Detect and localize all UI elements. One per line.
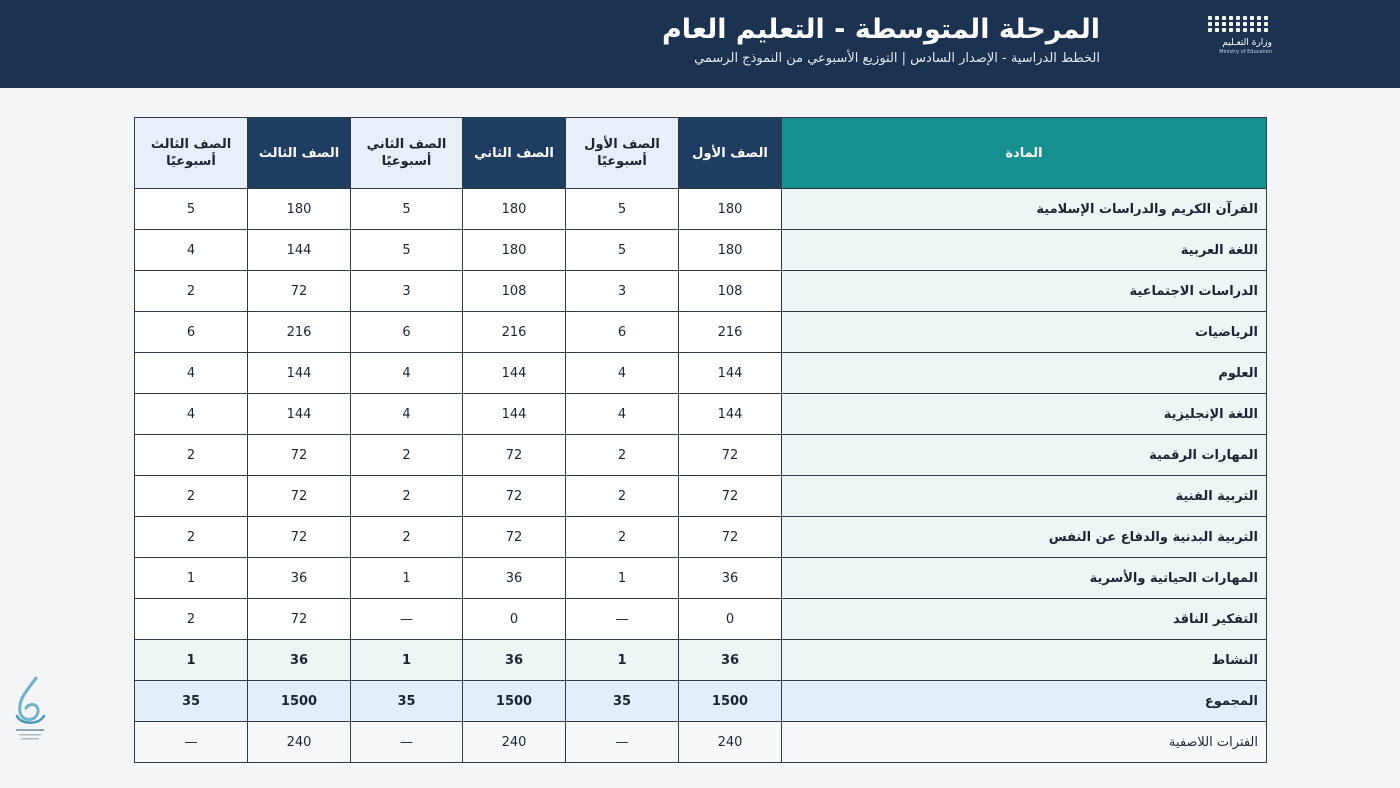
annual-hours-cell: 72 (248, 271, 351, 312)
column-header-grade1: الصف الأول (679, 118, 782, 189)
column-header-grade3-weekly: الصف الثالث أسبوعيًا (135, 118, 248, 189)
weekly-periods-cell: 2 (135, 271, 248, 312)
subject-name-cell: النشاط (782, 640, 1267, 681)
table-row (135, 722, 1267, 763)
weekly-periods-cell: 4 (566, 394, 679, 435)
weekly-periods-cell: 35 (566, 681, 679, 722)
subject-name-cell: اللغة العربية (782, 230, 1267, 271)
weekly-periods-cell: 4 (135, 394, 248, 435)
annual-hours-cell: 36 (463, 640, 566, 681)
annual-hours-cell: 144 (679, 394, 782, 435)
table-row (135, 435, 1267, 476)
weekly-periods-cell: 2 (566, 435, 679, 476)
annual-hours-cell: 36 (248, 640, 351, 681)
subject-name-cell: الرياضيات (782, 312, 1267, 353)
annual-hours-cell: 1500 (248, 681, 351, 722)
annual-hours-cell: 180 (679, 230, 782, 271)
annual-hours-cell: 72 (679, 517, 782, 558)
annual-hours-cell: 216 (463, 312, 566, 353)
weekly-periods-cell: 4 (135, 230, 248, 271)
annual-hours-cell: 72 (463, 476, 566, 517)
table-row (135, 476, 1267, 517)
weekly-periods-cell: 4 (566, 353, 679, 394)
weekly-periods-cell: 2 (135, 476, 248, 517)
weekly-periods-cell: 5 (566, 189, 679, 230)
weekly-periods-cell: 1 (566, 640, 679, 681)
weekly-periods-cell: 2 (351, 517, 463, 558)
annual-hours-cell: 144 (679, 353, 782, 394)
weekly-periods-cell: 2 (351, 435, 463, 476)
subject-name-cell: التربية البدنية والدفاع عن النفس (782, 517, 1267, 558)
annual-hours-cell: 36 (679, 558, 782, 599)
weekly-periods-cell: 6 (566, 312, 679, 353)
study-plan-table (134, 117, 1267, 763)
subject-name-cell: الفترات اللاصفية (782, 722, 1267, 763)
annual-hours-cell: 108 (679, 271, 782, 312)
moe-dots-icon (1208, 16, 1269, 32)
weekly-periods-cell: 6 (351, 312, 463, 353)
subject-name-cell: المهارات الرقمية (782, 435, 1267, 476)
weekly-periods-cell: 1 (351, 640, 463, 681)
annual-hours-cell: 216 (248, 312, 351, 353)
weekly-periods-cell: 4 (351, 353, 463, 394)
annual-hours-cell: 144 (463, 394, 566, 435)
weekly-periods-cell: — (351, 599, 463, 640)
page-subtitle: الخطط الدراسية - الإصدار السادس | التوزيع الأسبوعي من النموذج الرسمي (694, 51, 1100, 66)
annual-hours-cell: 72 (248, 599, 351, 640)
annual-hours-cell: 72 (248, 435, 351, 476)
subject-name-cell: اللغة الإنجليزية (782, 394, 1267, 435)
annual-hours-cell: 144 (248, 353, 351, 394)
weekly-periods-cell: 5 (135, 189, 248, 230)
subject-name-cell: التربية الفنية (782, 476, 1267, 517)
table-header-row (135, 118, 1267, 189)
subject-name-cell: التفكير الناقد (782, 599, 1267, 640)
annual-hours-cell: 72 (679, 476, 782, 517)
column-header-subject: المادة (782, 118, 1267, 189)
table-row (135, 558, 1267, 599)
weekly-periods-cell: — (135, 722, 248, 763)
annual-hours-cell: 144 (248, 394, 351, 435)
weekly-periods-cell: 4 (351, 394, 463, 435)
table-row (135, 230, 1267, 271)
annual-hours-cell: 108 (463, 271, 566, 312)
annual-hours-cell: 240 (248, 722, 351, 763)
annual-hours-cell: 72 (463, 517, 566, 558)
weekly-periods-cell: 35 (351, 681, 463, 722)
column-header-grade2: الصف الثاني (463, 118, 566, 189)
weekly-periods-cell: 4 (135, 353, 248, 394)
annual-hours-cell: 1500 (463, 681, 566, 722)
logo-arabic-text: وزارة التعـليم (1222, 38, 1272, 48)
annual-hours-cell: 72 (248, 476, 351, 517)
column-header-grade3: الصف الثالث (248, 118, 351, 189)
weekly-periods-cell: — (566, 599, 679, 640)
annual-hours-cell: 0 (679, 599, 782, 640)
annual-hours-cell: 180 (463, 189, 566, 230)
subject-name-cell: العلوم (782, 353, 1267, 394)
annual-hours-cell: 216 (679, 312, 782, 353)
table-row (135, 271, 1267, 312)
weekly-periods-cell: 5 (566, 230, 679, 271)
weekly-periods-cell: 2 (566, 517, 679, 558)
weekly-periods-cell: 3 (566, 271, 679, 312)
weekly-periods-cell: — (351, 722, 463, 763)
annual-hours-cell: 72 (248, 517, 351, 558)
weekly-periods-cell: 35 (135, 681, 248, 722)
weekly-periods-cell: 5 (351, 230, 463, 271)
annual-hours-cell: 72 (679, 435, 782, 476)
weekly-periods-cell: 5 (351, 189, 463, 230)
table-row (135, 353, 1267, 394)
weekly-periods-cell: 2 (135, 599, 248, 640)
column-header-grade2-weekly: الصف الثاني أسبوعيًا (351, 118, 463, 189)
column-header-grade1-weekly: الصف الأول أسبوعيًا (566, 118, 679, 189)
weekly-periods-cell: 1 (351, 558, 463, 599)
weekly-periods-cell: 2 (135, 517, 248, 558)
subject-name-cell: الدراسات الاجتماعية (782, 271, 1267, 312)
weekly-periods-cell: 1 (135, 640, 248, 681)
weekly-periods-cell: 2 (566, 476, 679, 517)
table-row (135, 640, 1267, 681)
page-header (0, 0, 1400, 88)
annual-hours-cell: 36 (463, 558, 566, 599)
weekly-periods-cell: 2 (351, 476, 463, 517)
annual-hours-cell: 36 (679, 640, 782, 681)
subject-name-cell: القرآن الكريم والدراسات الإسلامية (782, 189, 1267, 230)
table-row (135, 517, 1267, 558)
annual-hours-cell: 144 (248, 230, 351, 271)
annual-hours-cell: 180 (679, 189, 782, 230)
weekly-periods-cell: 1 (566, 558, 679, 599)
annual-hours-cell: 0 (463, 599, 566, 640)
weekly-periods-cell: 1 (135, 558, 248, 599)
weekly-periods-cell: 3 (351, 271, 463, 312)
subject-name-cell: المجموع (782, 681, 1267, 722)
annual-hours-cell: 72 (463, 435, 566, 476)
logo-english-text: Ministry of Education (1219, 49, 1272, 55)
annual-hours-cell: 240 (463, 722, 566, 763)
annual-hours-cell: 180 (463, 230, 566, 271)
weekly-periods-cell: 2 (135, 435, 248, 476)
annual-hours-cell: 36 (248, 558, 351, 599)
table-row (135, 394, 1267, 435)
annual-hours-cell: 1500 (679, 681, 782, 722)
table-row (135, 312, 1267, 353)
ministry-of-education-logo (1204, 16, 1272, 68)
weekly-periods-cell: 6 (135, 312, 248, 353)
annual-hours-cell: 144 (463, 353, 566, 394)
annual-hours-cell: 180 (248, 189, 351, 230)
subject-name-cell: المهارات الحياتية والأسرية (782, 558, 1267, 599)
table-row (135, 681, 1267, 722)
weekly-periods-cell: — (566, 722, 679, 763)
annual-hours-cell: 240 (679, 722, 782, 763)
table-row (135, 599, 1267, 640)
page-title: المرحلة المتوسطة - التعليم العام (661, 14, 1100, 45)
table-row (135, 189, 1267, 230)
saudi-vision-logo-icon (12, 676, 48, 742)
